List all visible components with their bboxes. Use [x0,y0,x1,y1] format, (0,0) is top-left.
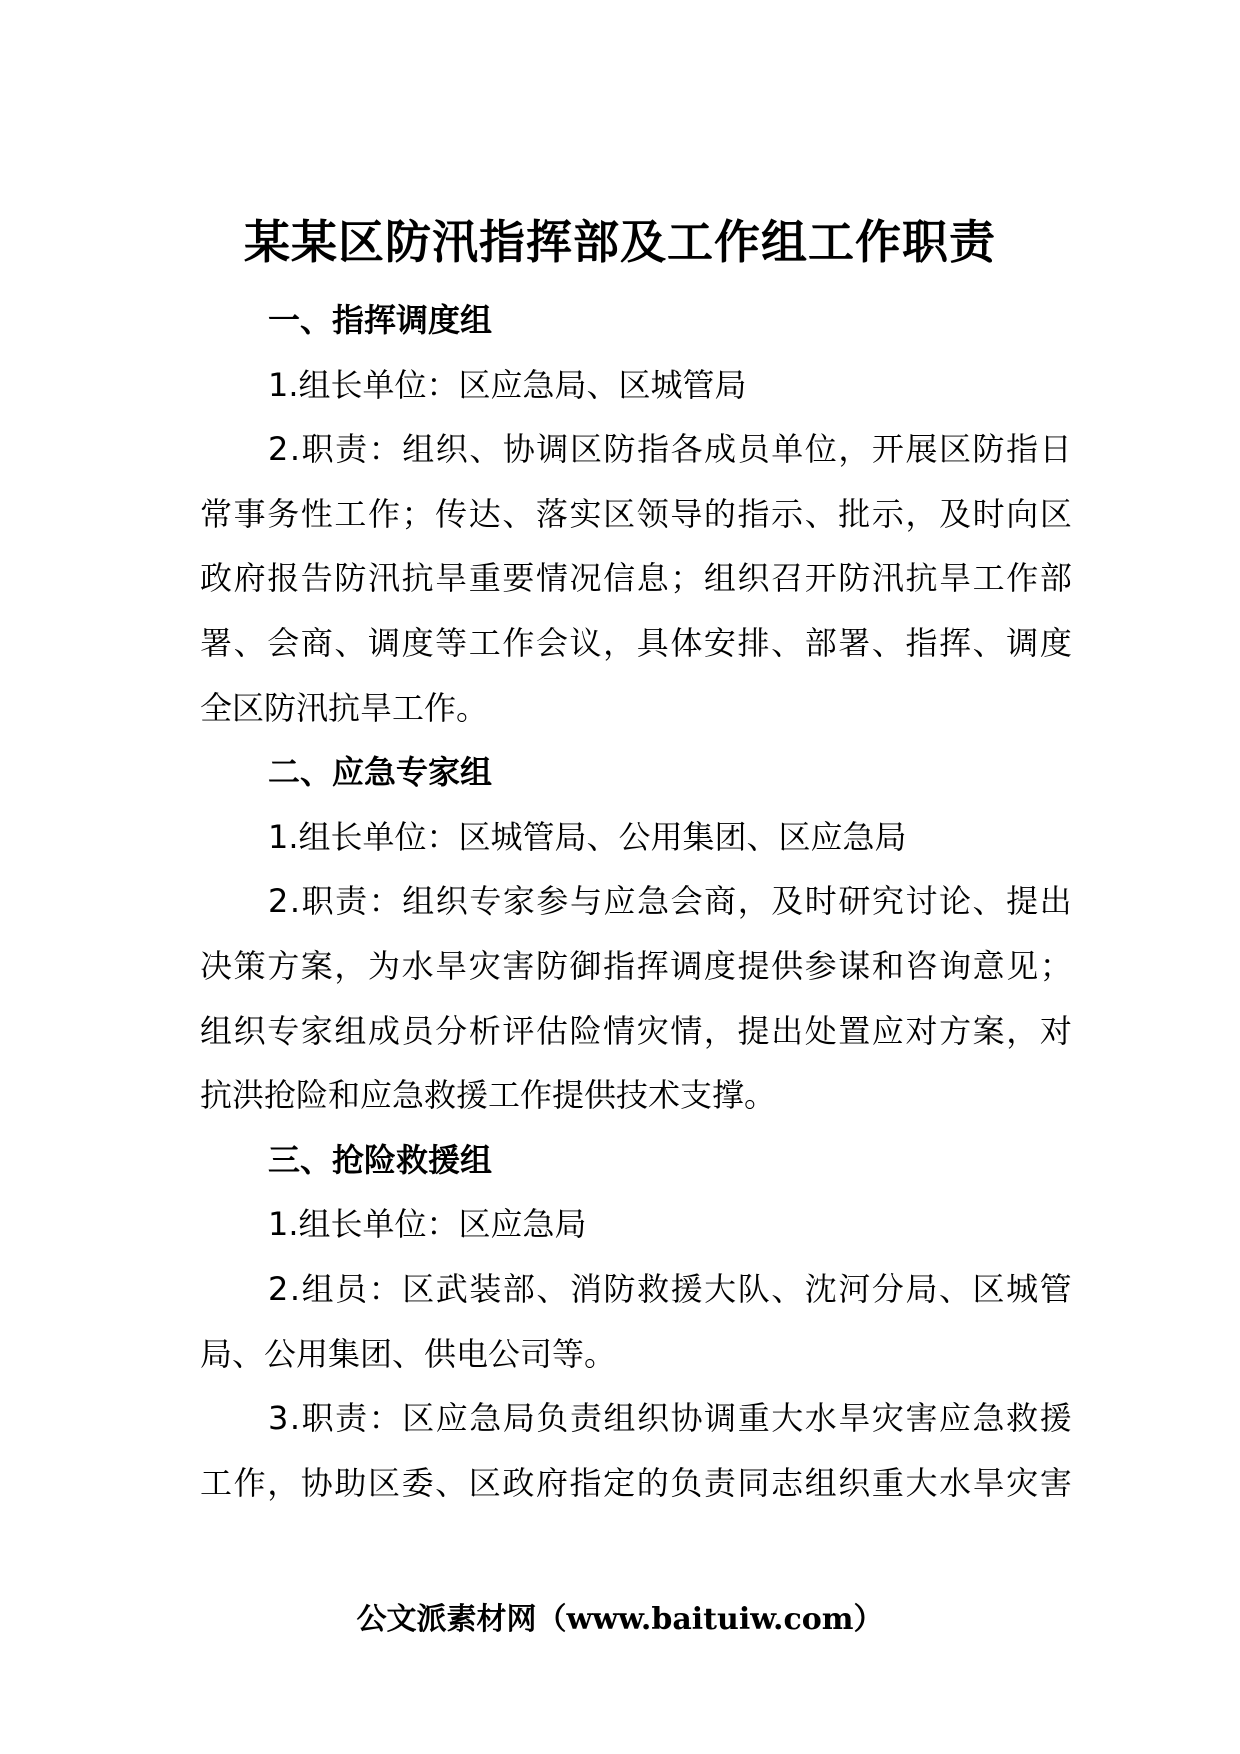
paragraph-line: 局、公用集团、供电公司等。 [200,1334,617,1373]
paragraph-line: 抗洪抢险和应急救援工作提供技术支撑。 [200,1076,777,1115]
paragraph-line: 1.组长单位：区应急局、区城管局 [268,365,747,404]
paragraph-line: 1.组长单位：区城管局、公用集团、区应急局 [268,817,907,856]
document-body [200,288,1072,1515]
footer-watermark: 公文派素材网（www.baituiw.com） [356,1602,884,1637]
paragraph-line: 工 作 ， 协 助 区 委 、 区 政 府 指 定 的 负 责 同 志 组 织 重 大 水 旱 灾 害 [200,1463,1072,1502]
paragraph-line: 2 . 职 责 ： 组 织 、 协 调 区 防 指 各 成 员 单 位 ， 开 展 区 防 指 日 [268,430,1072,469]
paragraph-line: 1.组长单位：区应急局 [268,1205,587,1244]
paragraph-line: 3 . 职 责 ： 区 应 急 局 负 责 组 织 协 调 重 大 水 旱 灾 害 应 急 救 援 [268,1399,1072,1438]
section-heading: 二、应急专家组 [268,753,493,792]
section-heading: 一、指挥调度组 [268,301,493,339]
paragraph-line: 2 . 职 责 ： 组 织 专 家 参 与 应 急 会 商 ， 及 时 研 究 讨 论 、 提 出 [268,882,1072,921]
paragraph-line: 署 、 会 商 、 调 度 等 工 作 会 议 ， 具 体 安 排 、 部 署 、 指 挥 、 调 度 [200,623,1072,662]
paragraph-line: 全区防汛抗旱工作。 [200,688,489,727]
document-title: 某某区防汛指挥部及工作组工作职责 [244,215,996,269]
paragraph-line: 常 事 务 性 工 作 ； 传 达 、 落 实 区 领 导 的 指 示 、 批 示 ， 及 时 向 区 [200,494,1072,533]
paragraph-line: 政 府 报 告 防 汛 抗 旱 重 要 情 况 信 息 ； 组 织 召 开 防 汛 抗 旱 工 作 部 [200,559,1072,598]
section-heading: 三、抢险救援组 [268,1140,493,1179]
paragraph-line: 决 策 方 案 ， 为 水 旱 灾 害 防 御 指 挥 调 度 提 供 参 谋 和 咨 询 意 见 ； [200,946,1072,985]
paragraph-line: 2 . 组 员 ： 区 武 装 部 、 消 防 救 援 大 队 、 沈 河 分 局 、 区 城 管 [268,1269,1072,1308]
paragraph-line: 组 织 专 家 组 成 员 分 析 评 估 险 情 灾 情 ， 提 出 处 置 应 对 方 案 ， 对 [200,1011,1072,1050]
